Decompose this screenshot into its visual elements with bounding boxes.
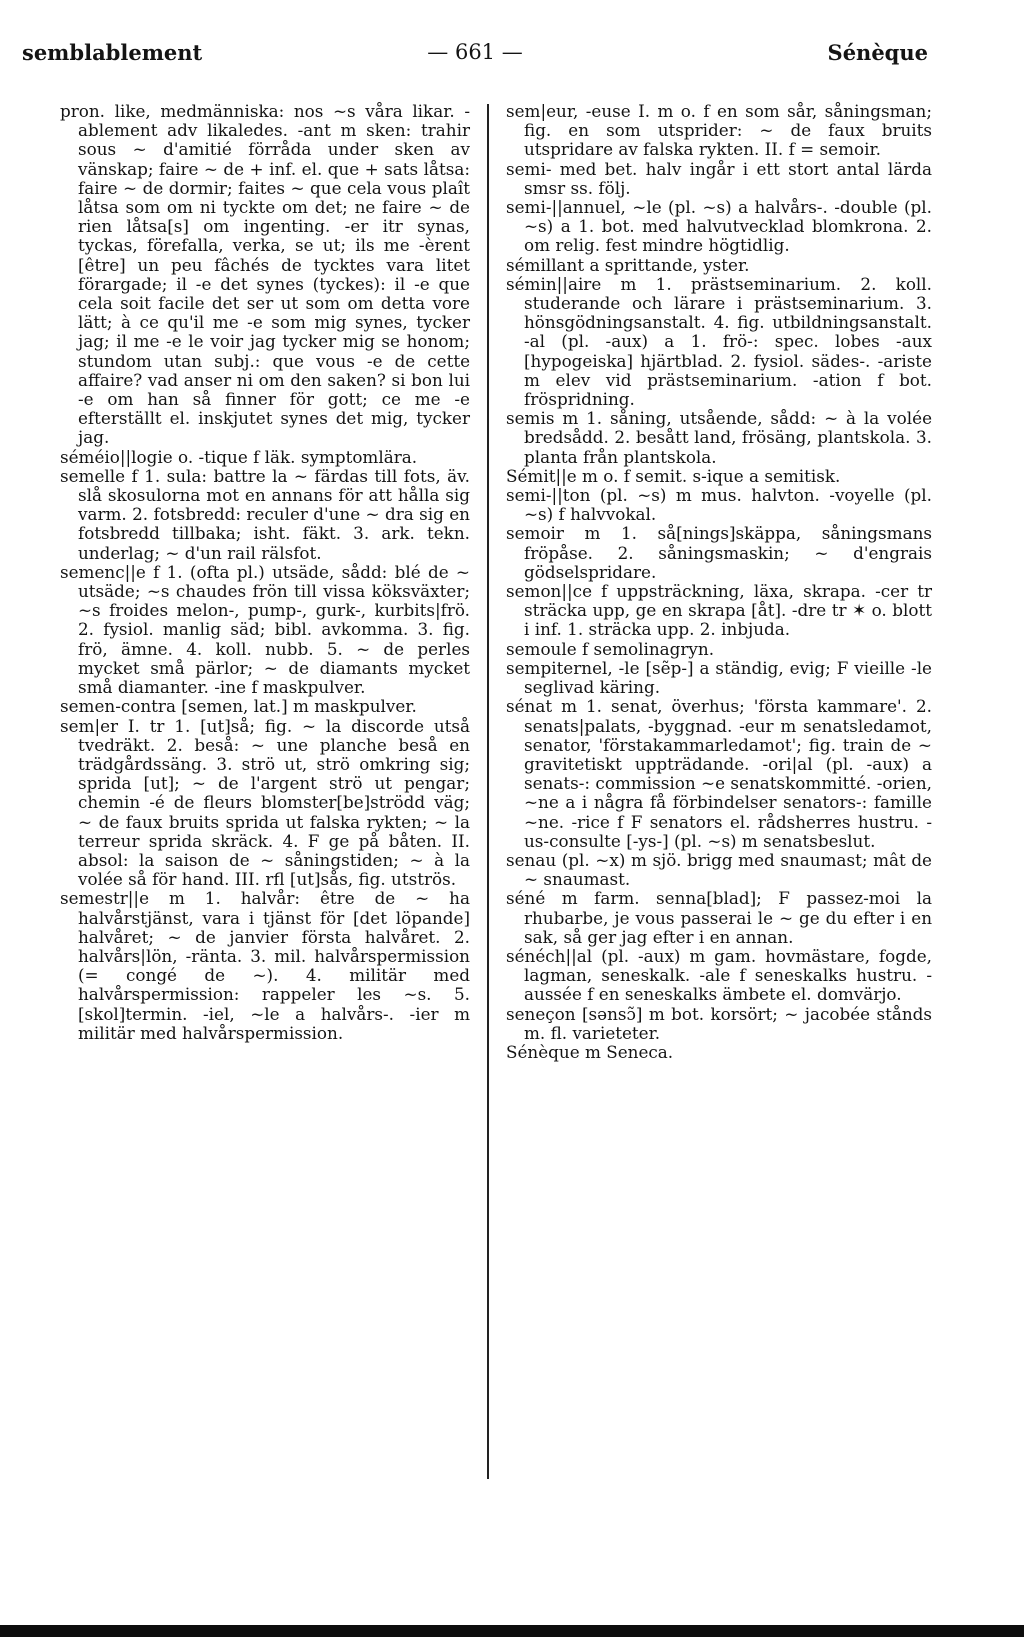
entry: sémillant a sprittande, yster. (506, 254, 750, 275)
entry: semoule f semolinagryn. (506, 638, 715, 659)
entry: semis m 1. såning, utsående, sådd: ~ à la volée bredsådd. 2. besått land, frösäng, plantskola. 3. planta från plantskola. (506, 408, 932, 467)
entry: sémin||aire m 1. prästseminarium. 2. koll. studerande och lärare i prästseminarium. 3. hönsgödningsanstalt. 4. fig. utbildningsanstalt. -al (pl. -aux) a 1. frö-: spec. lobes -aux [hypogeiska] hjärtblad. 2. fysiol. sädes-. -ariste m elev vid prästseminarium. -ation f bot. fröspridning. (506, 273, 932, 410)
entry: semon||ce f uppsträckning, läxa, skrapa. -cer tr sträcka upp, ge en skrapa [åt]. -dre tr ✶ o. blott i inf. 1. sträcka upp. 2. inbjuda. (506, 581, 932, 640)
entry: séné m farm. senna[blad]; F passez-moi la rhubarbe, je vous passerai le ~ ge du efter i en sak, så ger jag efter i en annan. (506, 888, 932, 947)
entry: sénéch||al (pl. -aux) m gam. hovmästare, fogde, lagman, seneskalk. -ale f seneskalks hustru. -aussée f en seneskalks ämbete el. domvärjo. (506, 945, 932, 1005)
header-last-word: Sénèque (827, 40, 928, 65)
entry: semi-||annuel, ~le (pl. ~s) a halvårs-. -double (pl. ~s) a 1. bot. med halvutvecklad blomkrona. 2. om relig. fest mindre högtidlig. (506, 197, 932, 256)
left-column (60, 102, 470, 1043)
entry: Sénèque m Seneca. (506, 1041, 674, 1062)
entry: pron. like, medmänniska: nos ~s våra likar. -ablement adv likaledes. -ant m sken: trahir sous ~ d'amitié förråda under sken av vänskap; faire ~ de + inf. el. que + sats låtsa: faire ~ de dormir; faites ~ que cela vous plaît låtsa som om ni tyckte om det; ne faire ~ de rien låtsa[s] om ingenting. -er itr synas, tyckas, förefalla, verka, se ut; ils me -èrent [être] un peu fâchés de tycktes vara litet förargade; il -e det synes (tyckes): il -e que cela soit facile det ser ut som om detta vore lätt; à ce qu'il me -e som mig synes, tycker jag; il me -e le voir jag tycker mig se honom; stundom utan subj.: que vous -e de cette affaire? vad anser ni om den saken? si bon lui -e om han så finner för gott; ce me -e efterställt el. inskjutet synes det mig, tycker jag. (60, 101, 470, 448)
header-first-word: semblablement (22, 40, 203, 65)
entry: semestr||e m 1. halvår: être de ~ ha halvårstjänst, vara i tjänst för [det löpande] halvåret; ~ de janvier första halvåret. 2. halvårs|lön, -ränta. 3. mil. halvårspermission (= congé de ~). 4. militär med halvårspermission: rappeler les ~s. 5. [skol]termin. -iel, ~le a halvårs-. -ier m militär med halvårspermission. (60, 888, 470, 1043)
entry: senau (pl. ~x) m sjö. brigg med snaumast; mât de ~ snaumast. (506, 849, 932, 890)
right-column (506, 102, 932, 1062)
entry: sem|eur, -euse I. m o. f en som sår, såningsman; fig. en som utsprider: ~ de faux bruits utspridare av falska rykten. II. f = semoir. (506, 101, 932, 160)
entry: sem|er I. tr 1. [ut]så; fig. ~ la discorde utså tvedräkt. 2. beså: ~ une planche beså en trädgårdssäng. 3. strö ut, strö omkring sig; sprida [ut]; ~ de l'argent strö ut pengar; chemin -é de fleurs blomster[be]strödd väg; ~ de faux bruits sprida ut falska rykten; ~ la terreur sprida skräck. 4. F ge på båten. II. absol: la saison de ~ såningstiden; ~ à la volée så för hand. III. rfl [ut]sås, fig. utströs. (60, 715, 470, 890)
entry: seneçon [sənsɔ̃] m bot. korsört; ~ jacobée stånds m. fl. varieteter. (506, 1003, 932, 1043)
running-header (22, 40, 928, 74)
entry: semelle f 1. sula: battre la ~ färdas till fots, äv. slå skosulorna mot en annans för att hålla sig varm. 2. fotsbredd: reculer d'une ~ dra sig en fotsbredd tillbaka; isht. fäkt. 3. ark. tekn. underlag; ~ d'un rail rälsfot. (60, 465, 470, 563)
entry: Sémit||e m o. f semit. s-ique a semitisk. (506, 465, 841, 486)
entry: semenc||e f 1. (ofta pl.) utsäde, sådd: blé de ~ utsäde; ~s chaudes frön till vissa köksväxter; ~s froides melon-, pump-, gurk-, kurbits|frö. 2. fysiol. manlig säd; bibl. avkomma. 3. fig. frö, ämne. 4. koll. nubb. 5. ~ de perles mycket små pärlor; ~ de diamants mycket små diamanter. -ine f maskpulver. (60, 561, 470, 698)
scan-edge (0, 1625, 1024, 1637)
entry: semi-||ton (pl. ~s) m mus. halvton. -voyelle (pl. ~s) f halvvokal. (506, 485, 932, 525)
entry: semoir m 1. så[nings]skäppa, såningsmans fröpåse. 2. såningsmaskin; ~ d'engrais gödselspridare. (506, 523, 932, 582)
entry: semi- med bet. halv ingår i ett stort antal lärda smsr ss. följ. (506, 158, 932, 198)
entry: sempiternel, -le [sẽp-] a ständig, evig; F vieille -le seglivad käring. (506, 657, 932, 698)
page-number: — 661 — (427, 40, 523, 64)
column-divider (487, 104, 489, 1479)
entry: semen-contra [semen, lat.] m maskpulver. (60, 696, 417, 717)
entry: séméio||logie o. -tique f läk. symptomlära. (60, 446, 418, 467)
entry: sénat m 1. senat, överhus; 'första kammare'. 2. senats|palats, -byggnad. -eur m senatsledamot, senator, 'förstakammarledamot'; fig. train de ~ gravitetiskt uppträdande. -ori|al (pl. -aux) a senats-: commission ~e senatskommitté. -orien, ~ne a i några få förbindelser senators-: famille ~ne. -rice f F senators el. rådsherres hustru. -us-consulte [-ys-] (pl. ~s) m senatsbeslut. (506, 696, 932, 851)
